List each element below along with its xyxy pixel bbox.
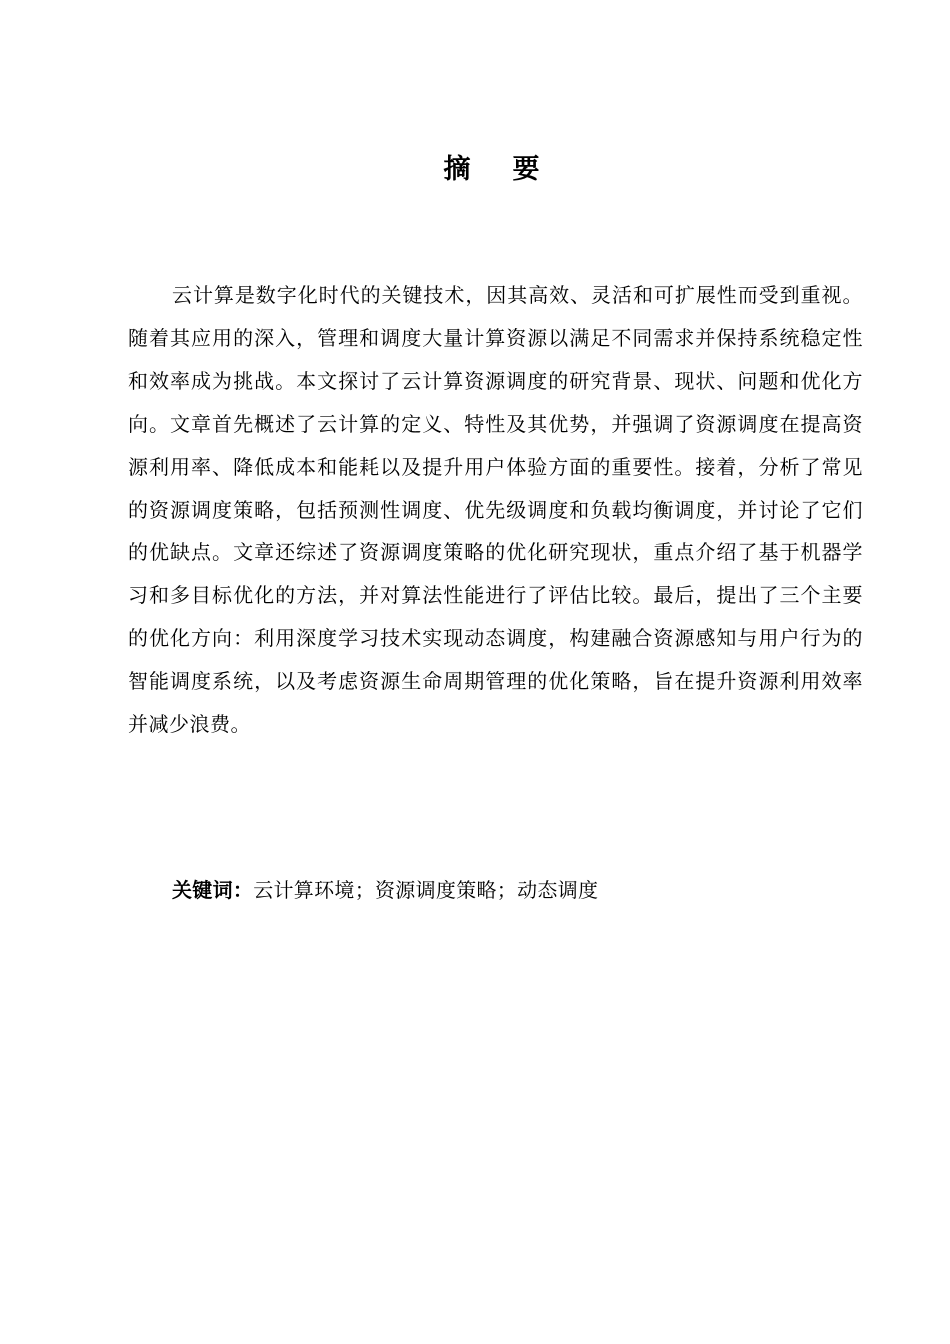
keywords-value: 云计算环境；资源调度策略；动态调度 xyxy=(253,878,599,902)
abstract-paragraph: 云计算是数字化时代的关键技术，因其高效、灵活和可扩展性而受到重视。随着其应用的深入，管理和调度大量计算资源以满足不同需求并保持系统稳定性和效率成为挑战。本文探讨了云计算资源调度的研究背景、现状、问题和优化方向。文章首先概述了云计算的定义、特性及其优势，并强调了资源调度在提高资源利用率、降低成本和能耗以及提升用户体验方面的重要性。接着，分析了常见的资源调度策略，包括预测性调度、优先级调度和负载均衡调度，并讨论了它们的优缺点。文章还综述了资源调度策略的优化研究现状，重点介绍了基于机器学习和多目标优化的方法，并对算法性能进行了评估比较。最后，提出了三个主要的优化方向：利用深度学习技术实现动态调度，构建融合资源感知与用户行为的智能调度系统，以及考虑资源生命周期管理的优化策略，旨在提升资源利用效率并减少浪费。 xyxy=(128,283,863,737)
page-title xyxy=(0,148,950,192)
title-char-1: 摘 xyxy=(443,154,473,185)
keywords-label: 关键词： xyxy=(172,878,254,902)
title-char-2: 要 xyxy=(512,154,542,185)
keywords-line xyxy=(172,869,872,911)
